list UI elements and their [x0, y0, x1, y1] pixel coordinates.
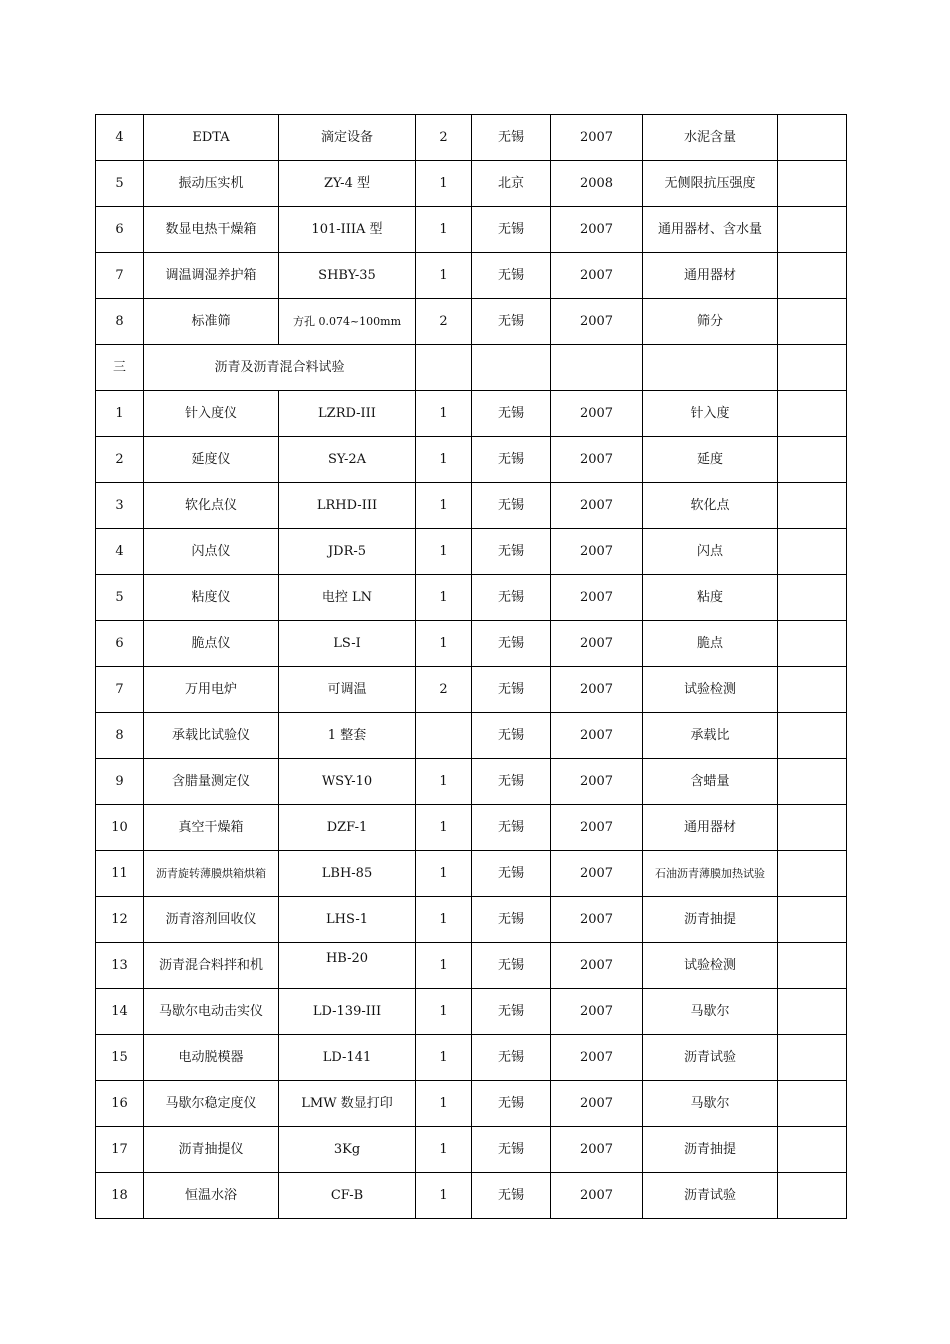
cell-year: 2007 — [551, 299, 643, 345]
cell-remark — [778, 345, 847, 391]
cell-model: LHS-1 — [279, 897, 416, 943]
cell-number: 17 — [96, 1127, 144, 1173]
cell-remark — [778, 161, 847, 207]
cell-number: 9 — [96, 759, 144, 805]
cell-purpose: 沥青试验 — [643, 1035, 778, 1081]
cell-model: 1 整套 — [279, 713, 416, 759]
table-row — [96, 897, 847, 943]
cell-number: 10 — [96, 805, 144, 851]
cell-quantity: 1 — [416, 575, 472, 621]
cell-quantity: 1 — [416, 897, 472, 943]
cell-model: LD-139-III — [279, 989, 416, 1035]
cell-origin: 无锡 — [472, 575, 551, 621]
cell-year: 2007 — [551, 667, 643, 713]
cell-quantity: 1 — [416, 989, 472, 1035]
cell-number: 2 — [96, 437, 144, 483]
cell-equipment-name: 沥青抽提仪 — [144, 1127, 279, 1173]
cell-remark — [778, 483, 847, 529]
section-title: 沥青及沥青混合料试验 — [144, 345, 416, 391]
cell-quantity: 1 — [416, 759, 472, 805]
cell-year: 2007 — [551, 253, 643, 299]
cell-purpose: 脆点 — [643, 621, 778, 667]
cell-number: 6 — [96, 621, 144, 667]
cell-origin: 无锡 — [472, 713, 551, 759]
cell-number: 7 — [96, 667, 144, 713]
cell-year: 2007 — [551, 989, 643, 1035]
cell-quantity: 1 — [416, 483, 472, 529]
cell-purpose: 试验检测 — [643, 943, 778, 989]
cell-origin: 无锡 — [472, 1081, 551, 1127]
cell-remark — [778, 1173, 847, 1219]
cell-quantity: 2 — [416, 299, 472, 345]
table-row — [96, 1173, 847, 1219]
cell-origin: 无锡 — [472, 437, 551, 483]
cell-number: 5 — [96, 161, 144, 207]
cell-number: 3 — [96, 483, 144, 529]
cell-purpose: 闪点 — [643, 529, 778, 575]
cell-origin: 无锡 — [472, 529, 551, 575]
cell-number: 7 — [96, 253, 144, 299]
cell-remark — [778, 943, 847, 989]
cell-remark — [778, 713, 847, 759]
cell-equipment-name: 马歇尔稳定度仪 — [144, 1081, 279, 1127]
cell-number: 5 — [96, 575, 144, 621]
cell-number: 4 — [96, 529, 144, 575]
cell-number: 16 — [96, 1081, 144, 1127]
cell-remark — [778, 621, 847, 667]
cell-purpose: 筛分 — [643, 299, 778, 345]
table-body — [96, 115, 847, 1219]
cell-equipment-name: 延度仪 — [144, 437, 279, 483]
cell-quantity: 1 — [416, 529, 472, 575]
cell-number: 12 — [96, 897, 144, 943]
cell-year: 2007 — [551, 897, 643, 943]
cell-model: WSY-10 — [279, 759, 416, 805]
cell-model: DZF-1 — [279, 805, 416, 851]
cell-year: 2007 — [551, 943, 643, 989]
cell-year: 2007 — [551, 1173, 643, 1219]
cell-purpose: 试验检测 — [643, 667, 778, 713]
cell-purpose: 无侧限抗压强度 — [643, 161, 778, 207]
cell-purpose: 沥青抽提 — [643, 1127, 778, 1173]
cell-purpose: 马歇尔 — [643, 1081, 778, 1127]
cell-equipment-name: 含腊量测定仪 — [144, 759, 279, 805]
table-row — [96, 161, 847, 207]
cell-origin: 无锡 — [472, 759, 551, 805]
table-row — [96, 1081, 847, 1127]
cell-equipment-name: 闪点仪 — [144, 529, 279, 575]
cell-equipment-name: 沥青混合料拌和机 — [144, 943, 279, 989]
cell-model: LS-I — [279, 621, 416, 667]
table-row — [96, 805, 847, 851]
cell-purpose: 针入度 — [643, 391, 778, 437]
cell-purpose: 沥青抽提 — [643, 897, 778, 943]
cell-quantity: 1 — [416, 1127, 472, 1173]
cell-equipment-name: 粘度仪 — [144, 575, 279, 621]
cell-origin: 无锡 — [472, 1127, 551, 1173]
cell-remark — [778, 299, 847, 345]
cell-origin: 北京 — [472, 161, 551, 207]
cell-year: 2007 — [551, 621, 643, 667]
cell-remark — [778, 851, 847, 897]
cell-remark — [778, 207, 847, 253]
cell-model: SY-2A — [279, 437, 416, 483]
cell-year: 2007 — [551, 1081, 643, 1127]
cell-remark — [778, 575, 847, 621]
cell-number: 1 — [96, 391, 144, 437]
cell-equipment-name: 真空干燥箱 — [144, 805, 279, 851]
table-row — [96, 759, 847, 805]
table-row — [96, 989, 847, 1035]
cell-year: 2007 — [551, 1127, 643, 1173]
table-row — [96, 943, 847, 989]
cell-year: 2008 — [551, 161, 643, 207]
cell-equipment-name: 沥青旋转薄膜烘箱烘箱 — [144, 851, 279, 897]
cell-origin: 无锡 — [472, 483, 551, 529]
section-header-row — [96, 345, 847, 391]
cell-purpose: 通用器材、含水量 — [643, 207, 778, 253]
cell-year: 2007 — [551, 483, 643, 529]
cell-year: 2007 — [551, 759, 643, 805]
cell-remark — [778, 115, 847, 161]
cell-remark — [778, 1127, 847, 1173]
cell-model: 电控 LN — [279, 575, 416, 621]
cell-model: ZY-4 型 — [279, 161, 416, 207]
cell-number: 11 — [96, 851, 144, 897]
cell-model: 可调温 — [279, 667, 416, 713]
cell-number: 14 — [96, 989, 144, 1035]
equipment-table — [95, 114, 847, 1219]
table-row — [96, 483, 847, 529]
cell-remark — [778, 529, 847, 575]
cell-origin: 无锡 — [472, 943, 551, 989]
cell-number: 8 — [96, 713, 144, 759]
cell-year: 2007 — [551, 529, 643, 575]
cell-year — [551, 345, 643, 391]
section-number: 三 — [96, 345, 144, 391]
cell-quantity: 1 — [416, 851, 472, 897]
cell-remark — [778, 805, 847, 851]
cell-purpose: 沥青试验 — [643, 1173, 778, 1219]
cell-model: CF-B — [279, 1173, 416, 1219]
cell-origin: 无锡 — [472, 115, 551, 161]
cell-quantity — [416, 713, 472, 759]
cell-purpose: 通用器材 — [643, 805, 778, 851]
cell-origin: 无锡 — [472, 391, 551, 437]
cell-origin: 无锡 — [472, 897, 551, 943]
table-row — [96, 575, 847, 621]
cell-equipment-name: 电动脱模器 — [144, 1035, 279, 1081]
cell-model: LRHD-III — [279, 483, 416, 529]
cell-purpose: 含蜡量 — [643, 759, 778, 805]
cell-quantity: 1 — [416, 621, 472, 667]
cell-equipment-name: EDTA — [144, 115, 279, 161]
cell-remark — [778, 989, 847, 1035]
cell-remark — [778, 667, 847, 713]
cell-purpose: 马歇尔 — [643, 989, 778, 1035]
table-row — [96, 115, 847, 161]
table-row — [96, 1035, 847, 1081]
cell-origin: 无锡 — [472, 299, 551, 345]
cell-origin: 无锡 — [472, 207, 551, 253]
table-row — [96, 253, 847, 299]
cell-equipment-name: 调温调湿养护箱 — [144, 253, 279, 299]
table-row — [96, 207, 847, 253]
cell-year: 2007 — [551, 1035, 643, 1081]
cell-quantity: 1 — [416, 1035, 472, 1081]
cell-model: HB-20 — [279, 943, 416, 989]
cell-model: LD-141 — [279, 1035, 416, 1081]
cell-equipment-name: 标准筛 — [144, 299, 279, 345]
cell-quantity: 1 — [416, 391, 472, 437]
cell-remark — [778, 253, 847, 299]
cell-year: 2007 — [551, 851, 643, 897]
cell-year: 2007 — [551, 115, 643, 161]
cell-equipment-name: 脆点仪 — [144, 621, 279, 667]
cell-origin: 无锡 — [472, 253, 551, 299]
cell-quantity — [416, 345, 472, 391]
cell-number: 18 — [96, 1173, 144, 1219]
cell-quantity: 1 — [416, 1173, 472, 1219]
cell-year: 2007 — [551, 391, 643, 437]
cell-number: 6 — [96, 207, 144, 253]
cell-year: 2007 — [551, 207, 643, 253]
cell-equipment-name: 万用电炉 — [144, 667, 279, 713]
cell-origin: 无锡 — [472, 1173, 551, 1219]
cell-purpose: 水泥含量 — [643, 115, 778, 161]
cell-equipment-name: 振动压实机 — [144, 161, 279, 207]
cell-number: 15 — [96, 1035, 144, 1081]
cell-quantity: 2 — [416, 667, 472, 713]
table-row — [96, 529, 847, 575]
cell-origin: 无锡 — [472, 989, 551, 1035]
cell-quantity: 1 — [416, 1081, 472, 1127]
cell-purpose: 石油沥青薄膜加热试验 — [643, 851, 778, 897]
table-row — [96, 299, 847, 345]
cell-quantity: 1 — [416, 253, 472, 299]
cell-quantity: 2 — [416, 115, 472, 161]
cell-purpose: 承载比 — [643, 713, 778, 759]
cell-purpose: 粘度 — [643, 575, 778, 621]
cell-equipment-name: 数显电热干燥箱 — [144, 207, 279, 253]
cell-origin: 无锡 — [472, 851, 551, 897]
table-row — [96, 713, 847, 759]
cell-number: 8 — [96, 299, 144, 345]
cell-origin: 无锡 — [472, 805, 551, 851]
cell-remark — [778, 897, 847, 943]
table-row — [96, 667, 847, 713]
cell-equipment-name: 马歇尔电动击实仪 — [144, 989, 279, 1035]
cell-remark — [778, 391, 847, 437]
cell-model: LMW 数显打印 — [279, 1081, 416, 1127]
cell-model: 101-IIIA 型 — [279, 207, 416, 253]
cell-year: 2007 — [551, 713, 643, 759]
cell-purpose: 通用器材 — [643, 253, 778, 299]
table-row — [96, 621, 847, 667]
cell-purpose: 延度 — [643, 437, 778, 483]
table-row — [96, 1127, 847, 1173]
cell-remark — [778, 759, 847, 805]
cell-model: LZRD-III — [279, 391, 416, 437]
table-row — [96, 851, 847, 897]
cell-quantity: 1 — [416, 805, 472, 851]
table-row — [96, 391, 847, 437]
cell-remark — [778, 1035, 847, 1081]
cell-number: 4 — [96, 115, 144, 161]
cell-remark — [778, 1081, 847, 1127]
cell-equipment-name: 针入度仪 — [144, 391, 279, 437]
cell-quantity: 1 — [416, 943, 472, 989]
cell-model: 3Kg — [279, 1127, 416, 1173]
cell-model: 方孔 0.074~100mm — [279, 299, 416, 345]
cell-remark — [778, 437, 847, 483]
cell-equipment-name: 沥青溶剂回收仪 — [144, 897, 279, 943]
cell-origin: 无锡 — [472, 667, 551, 713]
cell-origin: 无锡 — [472, 1035, 551, 1081]
cell-origin: 无锡 — [472, 621, 551, 667]
cell-model: SHBY-35 — [279, 253, 416, 299]
cell-quantity: 1 — [416, 437, 472, 483]
cell-equipment-name: 软化点仪 — [144, 483, 279, 529]
cell-model: LBH-85 — [279, 851, 416, 897]
cell-quantity: 1 — [416, 207, 472, 253]
cell-equipment-name: 承载比试验仪 — [144, 713, 279, 759]
cell-model: 滴定设备 — [279, 115, 416, 161]
cell-model: JDR-5 — [279, 529, 416, 575]
cell-purpose — [643, 345, 778, 391]
cell-year: 2007 — [551, 805, 643, 851]
cell-year: 2007 — [551, 437, 643, 483]
cell-number: 13 — [96, 943, 144, 989]
cell-equipment-name: 恒温水浴 — [144, 1173, 279, 1219]
cell-quantity: 1 — [416, 161, 472, 207]
cell-purpose: 软化点 — [643, 483, 778, 529]
cell-year: 2007 — [551, 575, 643, 621]
table-row — [96, 437, 847, 483]
cell-origin — [472, 345, 551, 391]
